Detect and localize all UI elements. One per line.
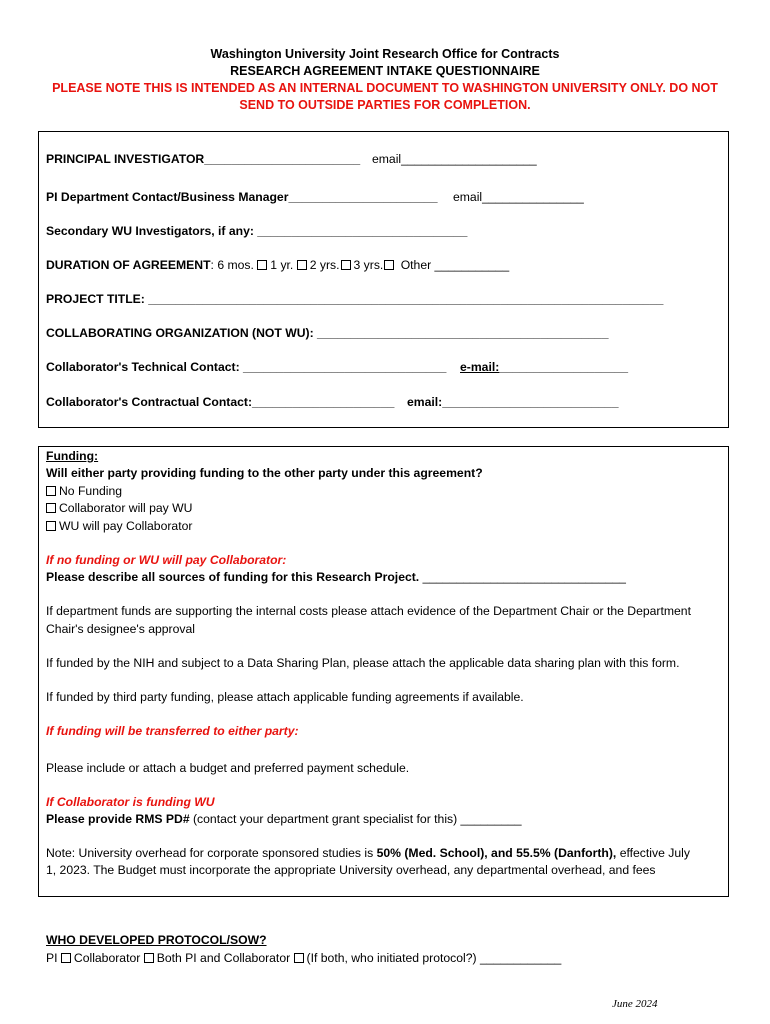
contacts-section: [38, 131, 729, 428]
contractual-email-label: email:_: [407, 395, 450, 409]
funding-sources-label: Please describe all sources of funding for this Research Project.: [46, 570, 420, 584]
form-title: RESEARCH AGREEMENT INTAKE QUESTIONNAIRE: [230, 64, 540, 78]
checkbox-1yr[interactable]: [257, 260, 267, 270]
duration-6mos: 6 mos.: [217, 258, 254, 272]
duration-other[interactable]: Other ___________: [400, 258, 510, 272]
overhead-note-end: effective July: [616, 846, 690, 860]
checkbox-collab-pays-wu[interactable]: [46, 503, 56, 513]
funding-heading: Funding:: [46, 449, 99, 463]
protocol-heading: WHO DEVELOPED PROTOCOL/SOW?: [46, 933, 267, 947]
transfer-heading: If funding will be transferred to either party:: [46, 724, 299, 738]
technical-email-label: e-mail:: [460, 360, 500, 374]
overhead-note-line1: [46, 845, 690, 861]
funding-option-none-label: No Funding: [59, 484, 123, 498]
secondary-investigators-field[interactable]: Secondary WU Investigators, if any: _______________________________: [46, 224, 468, 238]
rms-pd-label: Please provide RMS PD#: [46, 812, 190, 826]
overhead-rates: 50% (Med. School), and 55.5% (Danforth),: [376, 846, 617, 860]
overhead-note-start: Note: University overhead for corporate sponsored studies is: [46, 846, 377, 860]
rms-pd-hint: (contact your department grant specialist for this) _________: [189, 812, 522, 826]
duration-label: DURATION OF AGREEMENT: [46, 258, 211, 272]
pi-email-field[interactable]: email____________________: [372, 152, 537, 166]
funding-sources-line: ______________________________: [419, 570, 626, 584]
funding-option-wu-pays-label: WU will pay Collaborator: [59, 519, 193, 533]
duration-3yrs: 3 yrs.: [353, 258, 384, 272]
technical-email-line: ___________________: [499, 360, 629, 374]
duration-row: [46, 257, 509, 273]
collab-funding-heading: If Collaborator is funding WU: [46, 795, 215, 809]
duration-1yr: 1 yr.: [270, 258, 294, 272]
rms-pd-field[interactable]: [46, 811, 522, 827]
dept-funds-note-line1: If department funds are supporting the internal costs please attach evidence of the Department Chair or the Department: [46, 604, 691, 618]
collaborating-org-field[interactable]: COLLABORATING ORGANIZATION (NOT WU): ___________________________________________: [46, 326, 609, 340]
revision-date: June 2024: [612, 998, 658, 1010]
project-title-field[interactable]: PROJECT TITLE: ____________________________________________________________________________: [46, 292, 664, 306]
nih-note: If funded by the NIH and subject to a Data Sharing Plan, please attach the applicable data sharing plan with this form.: [46, 656, 680, 670]
contractual-email-line: _________________________: [449, 395, 619, 409]
protocol-collaborator: Collaborator: [73, 951, 141, 965]
dept-contact-field[interactable]: PI Department Contact/Business Manager______________________: [46, 190, 438, 204]
checkbox-2yrs[interactable]: [297, 260, 307, 270]
protocol-pi: PI: [46, 951, 58, 965]
dept-contact-email-field[interactable]: email_______________: [453, 190, 584, 204]
budget-note: Please include or attach a budget and preferred payment schedule.: [46, 761, 410, 775]
contractual-contact-field[interactable]: Collaborator's Contractual Contact:_____________________: [46, 395, 395, 409]
form-org-title: Washington University Joint Research Office for Contracts: [210, 47, 560, 61]
checkbox-protocol-pi[interactable]: [61, 953, 71, 963]
protocol-initiator-field[interactable]: (If both, who initiated protocol?) ____________: [306, 951, 562, 965]
checkbox-no-funding[interactable]: [46, 486, 56, 496]
duration-2yrs: 2 yrs.: [309, 258, 340, 272]
pi-field[interactable]: PRINCIPAL INVESTIGATOR_______________________: [46, 152, 361, 166]
dept-funds-note-line2: Chair's designee's approval: [46, 622, 195, 636]
overhead-note-line2: 1, 2023. The Budget must incorporate the appropriate University overhead, any departmental overhead, and fees: [46, 863, 656, 877]
protocol-both: Both PI and Collaborator: [156, 951, 291, 965]
contractual-email-field[interactable]: [407, 394, 618, 410]
funding-option-collab-pays: [46, 500, 192, 516]
funding-sources-field[interactable]: [46, 569, 626, 585]
funding-option-wu-pays: [46, 518, 192, 534]
internal-notice-line1: PLEASE NOTE THIS IS INTENDED AS AN INTERNAL DOCUMENT TO WASHINGTON UNIVERSITY ONLY. DO NOT: [52, 81, 718, 95]
protocol-options-row: [46, 950, 561, 966]
no-funding-heading: If no funding or WU will pay Collaborator:: [46, 553, 287, 567]
funding-question: Will either party providing funding to the other party under this agreement?: [46, 466, 483, 480]
checkbox-protocol-both[interactable]: [294, 953, 304, 963]
checkbox-3yrs[interactable]: [341, 260, 351, 270]
technical-contact-field[interactable]: Collaborator's Technical Contact: ______________________________: [46, 360, 447, 374]
checkbox-other[interactable]: [384, 260, 394, 270]
technical-email-field[interactable]: [460, 359, 628, 375]
funding-option-collab-pays-label: Collaborator will pay WU: [59, 501, 193, 515]
internal-notice-line2: SEND TO OUTSIDE PARTIES FOR COMPLETION.: [239, 98, 531, 112]
third-party-note: If funded by third party funding, please attach applicable funding agreements if available.: [46, 690, 524, 704]
funding-option-none: [46, 483, 122, 499]
duration-colon: :: [210, 258, 218, 272]
checkbox-wu-pays-collab[interactable]: [46, 521, 56, 531]
checkbox-protocol-collaborator[interactable]: [144, 953, 154, 963]
